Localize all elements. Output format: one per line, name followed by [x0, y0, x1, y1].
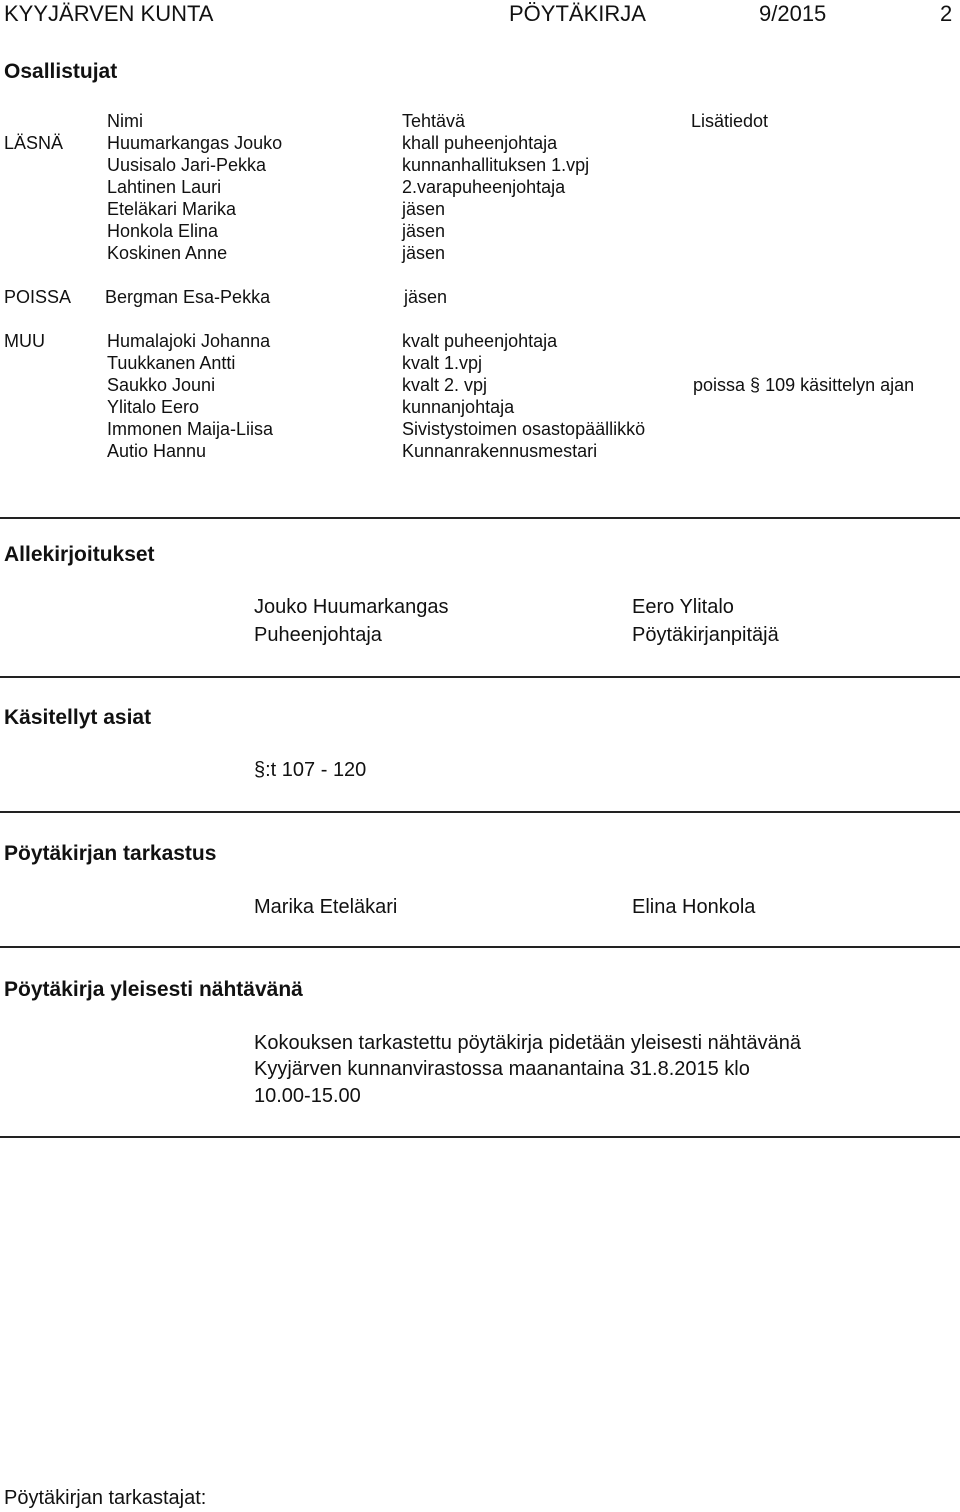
- participant-role: kunnanhallituksen 1.vpj: [402, 155, 590, 175]
- reviewer-name: Marika Eteläkari: [254, 896, 398, 918]
- participant-role: Sivistystoimen osastopäällikkö: [402, 419, 646, 439]
- page-number: 2: [940, 1, 953, 26]
- signatures-title: Allekirjoitukset: [4, 543, 155, 566]
- column-header-role: Tehtävä: [402, 111, 466, 131]
- participant-name: Humalajoki Johanna: [107, 331, 271, 351]
- section-divider: [0, 676, 960, 678]
- reviewer-name: Elina Honkola: [632, 896, 756, 918]
- participant-role: Kunnanrakennusmestari: [402, 441, 598, 461]
- info-text: poissa: [693, 375, 746, 395]
- participant-name: Huumarkangas Jouko: [107, 133, 283, 153]
- participant-role: kvalt puheenjohtaja: [402, 331, 558, 351]
- participant-role: jäsen: [404, 287, 448, 307]
- participant-name: Saukko Jouni: [107, 375, 216, 395]
- items-range: [254, 759, 366, 782]
- participant-role: jäsen: [402, 243, 446, 263]
- participant-role: kunnanjohtaja: [402, 397, 515, 417]
- public-title: Pöytäkirja yleisesti nähtävänä: [4, 978, 303, 1001]
- info-text: 109 käsittelyn ajan: [765, 375, 915, 395]
- participant-role: kvalt 1.vpj: [402, 353, 483, 373]
- absent-label: POISSA: [4, 287, 72, 307]
- participant-role: khall puheenjohtaja: [402, 133, 558, 153]
- reviewers-label: Pöytäkirjan tarkastajat:: [4, 1487, 207, 1509]
- section-divider: [0, 811, 960, 813]
- participant-name: Lahtinen Lauri: [107, 177, 222, 197]
- section-sign-icon: §: [254, 759, 266, 781]
- public-text-line: Kyyjärven kunnanvirastossa maanantaina 31.8.2015 klo: [254, 1058, 750, 1080]
- public-text-line: Kokouksen tarkastettu pöytäkirja pidetään yleisesti nähtävänä: [254, 1032, 802, 1054]
- section-divider: [0, 517, 960, 519]
- section-sign-icon: §: [750, 375, 761, 395]
- participant-info: [693, 375, 914, 396]
- participant-role: jäsen: [402, 221, 446, 241]
- participant-role: 2.varapuheenjohtaja: [402, 177, 566, 197]
- participant-name: Koskinen Anne: [107, 243, 228, 263]
- chair-name: Jouko Huumarkangas: [254, 596, 449, 618]
- public-text-line: 10.00-15.00: [254, 1085, 361, 1107]
- other-label: MUU: [4, 331, 45, 351]
- participant-name: Tuukkanen Antti: [107, 353, 236, 373]
- participant-name: Bergman Esa-Pekka: [105, 287, 271, 307]
- secretary-name: Eero Ylitalo: [632, 596, 734, 618]
- participants-title: Osallistujat: [4, 60, 118, 83]
- participant-name: Eteläkari Marika: [107, 199, 237, 219]
- municipality-name: KYYJÄRVEN KUNTA: [4, 1, 214, 26]
- items-title: Käsitellyt asiat: [4, 706, 152, 729]
- section-divider: [0, 1136, 960, 1138]
- column-header-info: Lisätiedot: [691, 111, 769, 131]
- document-type: PÖYTÄKIRJA: [509, 1, 646, 26]
- secretary-role: Pöytäkirjanpitäjä: [632, 624, 779, 646]
- items-range-text: :t 107 - 120: [265, 759, 367, 781]
- column-header-name: Nimi: [107, 111, 143, 131]
- section-divider: [0, 946, 960, 948]
- review-title: Pöytäkirjan tarkastus: [4, 842, 217, 865]
- participant-role: jäsen: [402, 199, 446, 219]
- chair-role: Puheenjohtaja: [254, 624, 382, 646]
- participant-name: Immonen Maija-Liisa: [107, 419, 274, 439]
- participant-name: Autio Hannu: [107, 441, 207, 461]
- meeting-number: 9/2015: [759, 1, 827, 26]
- participant-name: Uusisalo Jari-Pekka: [107, 155, 267, 175]
- participant-role: kvalt 2. vpj: [402, 375, 488, 395]
- present-label: LÄSNÄ: [4, 133, 64, 153]
- participant-name: Honkola Elina: [107, 221, 219, 241]
- participant-name: Ylitalo Eero: [107, 397, 200, 417]
